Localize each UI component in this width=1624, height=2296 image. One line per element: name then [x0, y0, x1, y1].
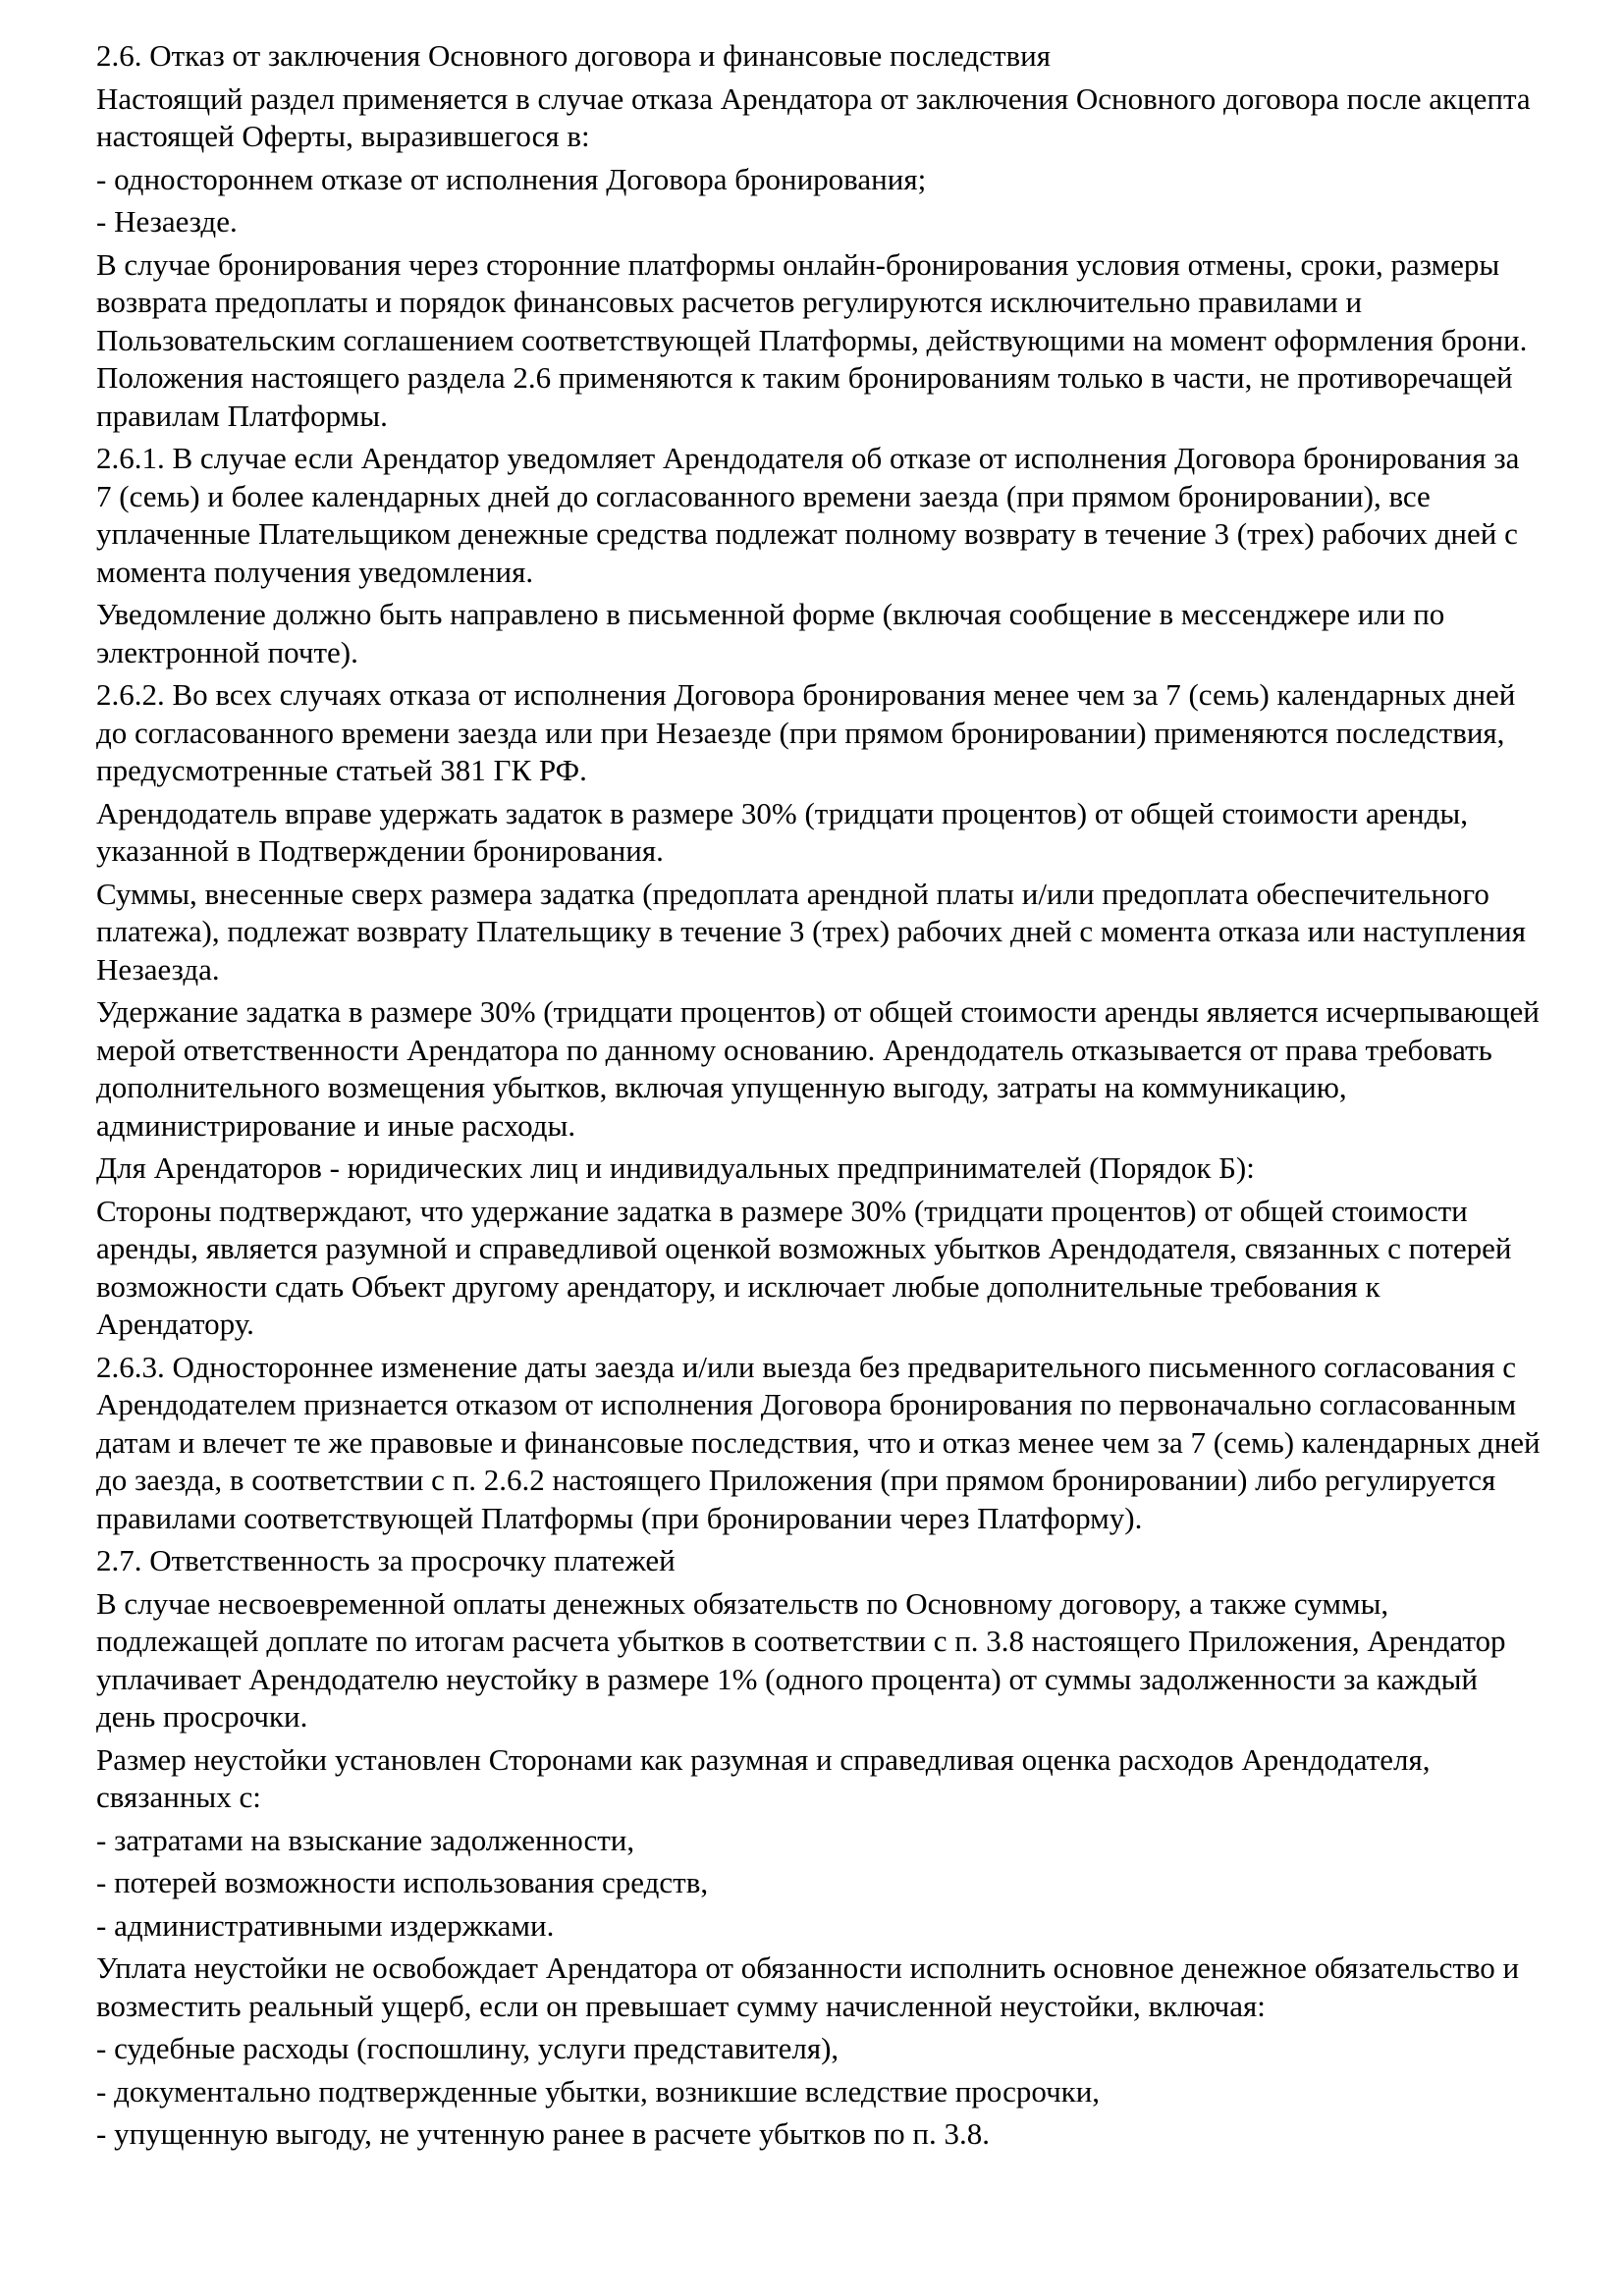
list-item: - судебные расходы (госпошлину, услуги представителя),: [96, 2031, 839, 2065]
paragraph: Настоящий раздел применяется в случае отказа Арендатора от заключения Основного договора после акцепта настоящей Оферты, выразившегося в:: [96, 80, 1531, 153]
section-heading-2-6: 2.6. Отказ от заключения Основного договора и финансовые последствия: [96, 38, 1051, 73]
list-item: - потерей возможности использования средств,: [96, 1865, 709, 1899]
paragraph: В случае бронирования через сторонние платформы онлайн-бронирования условия отмены, сроки, размеры возврата предоплаты и порядок финансовых расчетов регулируются исключительно правилами и Пользовательским соглашением соответствующей Платформы, действующими на момент оформления брони. Положения настоящего раздела 2.6 применяются к таким бронированиям только в части, не противоречащей правилам Платформы.: [96, 246, 1528, 433]
paragraph: Уплата неустойки не освобождает Арендатора от обязанности исполнить основное денежное обязательство и возместить реальный ущерб, если он превышает сумму начисленной неустойки, включая:: [96, 1950, 1520, 2023]
paragraph: Удержание задатка в размере 30% (тридцати процентов) от общей стоимости аренды является исчерпывающей мерой ответственности Арендатора по данному основанию. Арендодатель отказывается от права требовать дополнительного возмещения убытков, включая упущенную выгоду, затраты на коммуникацию, администрирование и иные расходы.: [96, 994, 1540, 1143]
paragraph: Арендодатель вправе удержать задаток в размере 30% (тридцати процентов) от общей стоимости аренды, указанной в Подтверждении бронирования.: [96, 795, 1468, 868]
document-body: [96, 37, 1542, 2154]
clause-2-6-1: 2.6.1. В случае если Арендатор уведомляет Арендодателя об отказе от исполнения Договора бронирования за 7 (семь) и более календарных дней до согласованного времени заезда (при прямом бронировании), все уплаченные Плательщиком денежные средства подлежат полному возврату в течение 3 (трех) рабочих дней с момента получения уведомления.: [96, 441, 1520, 589]
clause-2-6-2: 2.6.2. Во всех случаях отказа от исполнения Договора бронирования менее чем за 7 (семь) календарных дней до согласованного времени заезда или при Незаезде (при прямом бронировании) применяются последствия, предусмотренные статьей 381 ГК РФ.: [96, 677, 1516, 787]
list-item: - документально подтвержденные убытки, возникшие вследствие просрочки,: [96, 2073, 1101, 2109]
paragraph: Уведомление должно быть направлено в письменной форме (включая сообщение в мессенджере или по электронной почте).: [96, 597, 1445, 669]
list-item: - административными издержками.: [96, 1907, 555, 1943]
list-item: - упущенную выгоду, не учтенную ранее в расчете убытков по п. 3.8.: [96, 2116, 991, 2151]
list-item: - одностороннем отказе от исполнения Договора бронирования;: [96, 161, 927, 196]
section-heading-2-7: 2.7. Ответственность за просрочку платежей: [96, 1543, 676, 1577]
clause-2-6-3: 2.6.3. Одностороннее изменение даты заезда и/или выезда без предварительного письменного согласования с Арендодателем признается отказом от исполнения Договора бронирования по первоначально согласованным датам и влечет те же правовые и финансовые последствия, что и отказ менее чем за 7 (семь) календарных дней до заезда, в соответствии с п. 2.6.2 настоящего Приложения (при прямом бронировании) либо регулируется правилами соответствующей Платформы (при бронировании через Платформу).: [96, 1349, 1541, 1535]
list-item: - затратами на взыскание задолженности,: [96, 1822, 635, 1857]
paragraph: Суммы, внесенные сверх размера задатка (предоплата арендной платы и/или предоплата обеспечительного платежа), подлежат возврату Плательщику в течение 3 (трех) рабочих дней с момента отказа или наступления Незаезда.: [96, 876, 1527, 987]
paragraph: Для Арендаторов - юридических лиц и индивидуальных предпринимателей (Порядок Б):: [96, 1150, 1255, 1185]
paragraph: Размер неустойки установлен Сторонами как разумная и справедливая оценка расходов Арендодателя, связанных с:: [96, 1741, 1431, 1814]
paragraph: Стороны подтверждают, что удержание задатка в размере 30% (тридцати процентов) от общей стоимости аренды, является разумной и справедливой оценкой возможных убытков Арендодателя, связанных с потерей возможности сдать Объект другому арендатору, и исключает любые дополнительные требования к Арендатору.: [96, 1193, 1512, 1341]
list-item: - Незаезде.: [96, 204, 238, 239]
paragraph: В случае несвоевременной оплаты денежных обязательств по Основному договору, а также суммы, подлежащей доплате по итогам расчета убытков в соответствии с п. 3.8 настоящего Приложения, Арендатор уплачивает Арендодателю неустойку в размере 1% (одного процента) от суммы задолженности за каждый день просрочки.: [96, 1585, 1506, 1734]
